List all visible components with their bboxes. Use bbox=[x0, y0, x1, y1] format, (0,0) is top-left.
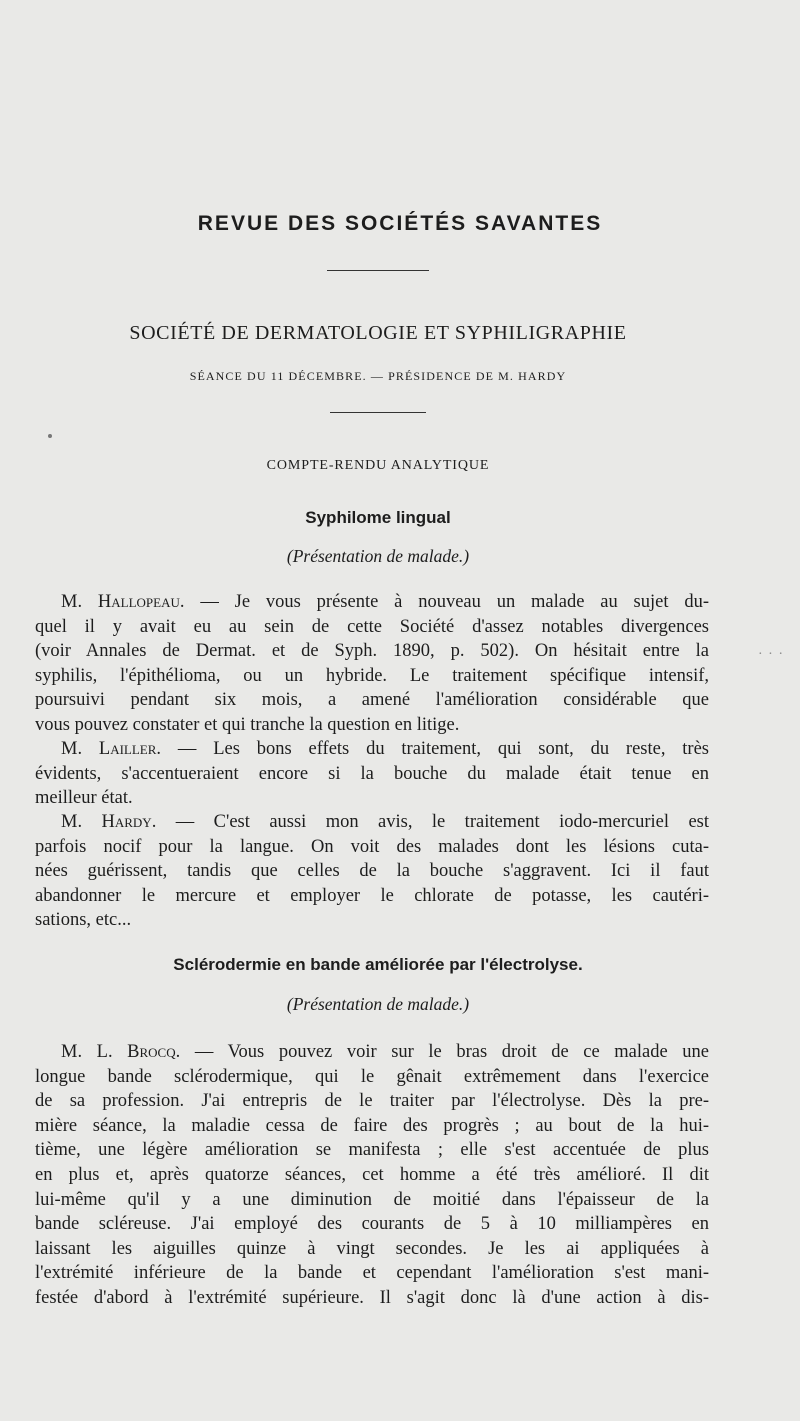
session-rule bbox=[330, 412, 426, 413]
speaker-name: M. Lailler. bbox=[61, 739, 162, 759]
paragraph-line: de sa profession. J'ai entrepris de le traiter par l'électrolyse. Dès la pre- bbox=[35, 1091, 709, 1112]
paragraph-line: abandonner le mercure et employer le chlorate de potasse, les cautéri- bbox=[35, 885, 709, 906]
running-title: REVUE DES SOCIÉTÉS SAVANTES bbox=[197, 212, 603, 235]
paragraph-hallopeau bbox=[35, 590, 709, 738]
society-heading: SOCIÉTÉ DE DERMATOLOGIE ET SYPHILIGRAPHIE bbox=[129, 322, 627, 344]
paragraph-line: mière séance, la maladie cessa de faire des progrès ; au bout de la hui- bbox=[35, 1115, 709, 1136]
paragraph-line: festée d'abord à l'extrémité supérieure. Il s'agit donc là d'une action à dis- bbox=[35, 1287, 709, 1308]
section-subtitle: (Présentation de malade.) bbox=[286, 994, 470, 1014]
speaker-name: M. Hallopeau. bbox=[61, 592, 185, 612]
speaker-name: M. L. Brocq. bbox=[61, 1042, 181, 1062]
paragraph-lailler bbox=[35, 737, 709, 811]
paragraph-line: en plus et, après quatorze séances, cet homme a été très amélioré. Il dit bbox=[35, 1164, 709, 1185]
paragraph-line: M. Hallopeau. — Je vous présente à nouveau un malade au sujet du- bbox=[61, 592, 709, 612]
paragraph-line: vous pouvez constater et qui tranche la question en litige. bbox=[35, 714, 460, 735]
print-speck bbox=[48, 434, 52, 438]
paragraph-line: meilleur état. bbox=[35, 788, 133, 809]
paragraph-hardy bbox=[35, 810, 709, 933]
paragraph-line: lui-même qu'il y a une diminution de moitié dans l'épaisseur de la bbox=[35, 1189, 709, 1210]
margin-mark: · · · bbox=[758, 647, 784, 662]
report-label: COMPTE-RENDU ANALYTIQUE bbox=[266, 458, 490, 473]
paragraph-line: longue bande sclérodermique, qui le gênait extrêmement dans l'exercice bbox=[35, 1066, 709, 1087]
paragraph-line: bande scléreuse. J'ai employé des courants de 5 à 10 milliampères en bbox=[35, 1214, 709, 1235]
title-rule bbox=[327, 270, 429, 271]
speaker-name: M. Hardy. bbox=[61, 812, 157, 832]
paragraph-line: M. L. Brocq. — Vous pouvez voir sur le bras droit de ce malade une bbox=[61, 1042, 709, 1062]
paragraph-line: parfois nocif pour la langue. On voit des malades dont les lésions cuta- bbox=[35, 836, 709, 857]
paragraph-line: nées guérissent, tandis que celles de la bouche s'aggravent. Ici il faut bbox=[35, 861, 709, 882]
paragraph-line: poursuivi pendant six mois, a amené l'amélioration considérable que bbox=[35, 690, 709, 711]
paragraph-line: M. Hardy. — C'est aussi mon avis, le traitement iodo-mercuriel est bbox=[61, 812, 709, 832]
paragraph-line: tième, une légère amélioration se manifesta ; elle s'est accentuée de plus bbox=[35, 1140, 709, 1161]
section-title: Syphilome lingual bbox=[305, 508, 451, 527]
paragraph-line: syphilis, l'épithélioma, ou un hybride. Le traitement spécifique intensif, bbox=[35, 665, 709, 686]
paragraph-line: laissant les aiguilles quinze à vingt secondes. Je les ai appliquées à bbox=[35, 1238, 709, 1259]
section-title: Sclérodermie en bande améliorée par l'électrolyse. bbox=[173, 955, 583, 974]
session-line: SÉANCE DU 11 DÉCEMBRE. — PRÉSIDENCE DE M. HARDY bbox=[189, 369, 567, 383]
paragraph-line: évidents, s'accentueraient encore si la bouche du malade était tenue en bbox=[35, 763, 709, 784]
paragraph-brocq bbox=[35, 1040, 709, 1311]
paragraph-line: (voir Annales de Dermat. et de Syph. 1890, p. 502). On hésitait entre la bbox=[35, 641, 709, 662]
paragraph-line: quel il y avait eu au sein de cette Société d'assez notables divergences bbox=[35, 616, 709, 637]
section-subtitle: (Présentation de malade.) bbox=[286, 546, 470, 566]
paragraph-line: M. Lailler. — Les bons effets du traitement, qui sont, du reste, très bbox=[61, 739, 709, 759]
paragraph-line: sations, etc... bbox=[35, 910, 132, 931]
paragraph-line: l'extrémité inférieure de la bande et cependant l'amélioration s'est mani- bbox=[35, 1263, 709, 1284]
